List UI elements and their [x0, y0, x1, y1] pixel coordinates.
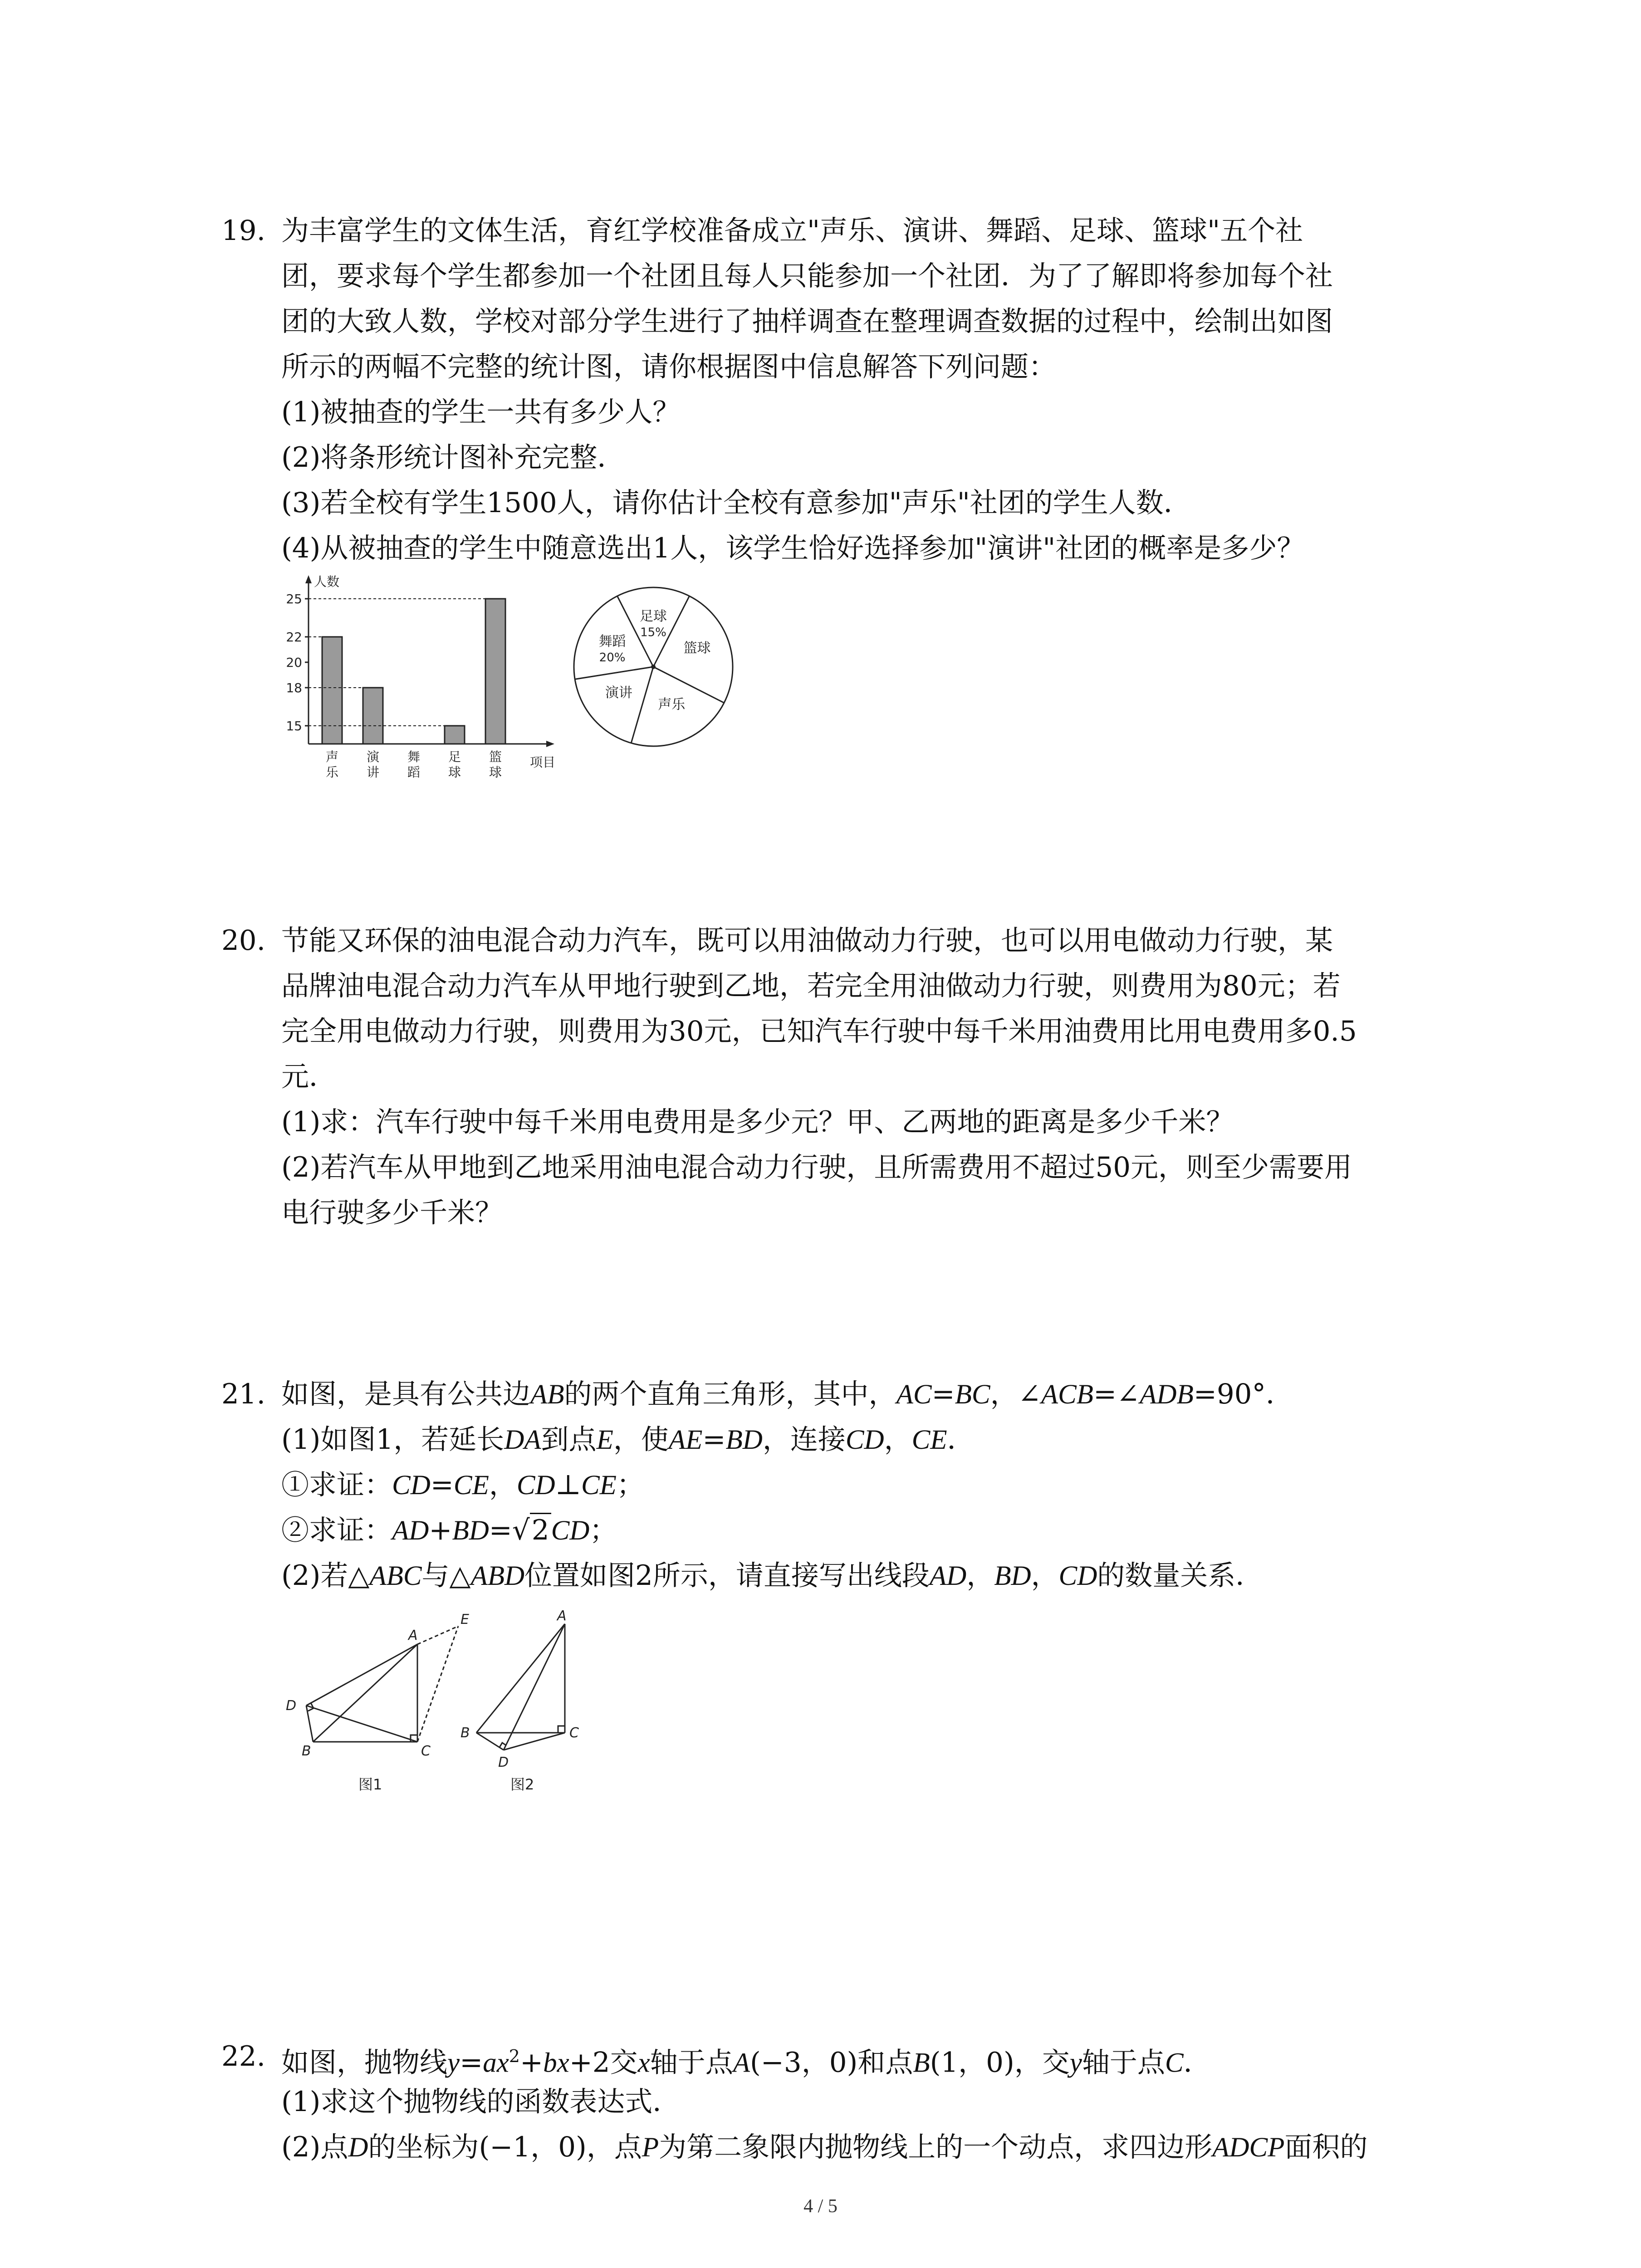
y-axis-label: 人数: [314, 574, 340, 589]
category-label: 舞: [407, 749, 421, 764]
q21-var: AC: [896, 1379, 932, 1410]
figure-1-caption: 图1: [358, 1776, 382, 1793]
q21-var: CE: [911, 1425, 947, 1455]
q22-var: C: [1165, 2048, 1184, 2078]
sqrt-radicand: 2: [530, 1513, 551, 1546]
q22-text: (1，0)，交: [930, 2046, 1070, 2079]
q21-var: ACB: [1041, 1379, 1093, 1410]
q22-text: +: [519, 2046, 544, 2079]
q21-var: ABC: [369, 1561, 422, 1591]
label-C: C: [569, 1725, 579, 1741]
q20-line-7: 电行驶多少千米？: [281, 1197, 503, 1229]
q21-text: ，∠: [990, 1378, 1041, 1410]
y-tick-label: 20: [286, 655, 302, 670]
q21-text: ⊥: [555, 1469, 581, 1501]
figure-2-caption: 图2: [510, 1776, 534, 1793]
q21-var: AD: [929, 1561, 967, 1591]
q22-text: (2)点: [281, 2131, 348, 2163]
q19-number: 19.: [221, 215, 266, 247]
q21-var: BD: [725, 1425, 763, 1455]
q19-line-1: 为丰富学生的文体生活，育红学校准备成立"声乐、演讲、舞蹈、足球、篮球"五个社: [281, 215, 1303, 247]
y-arrow: [305, 575, 312, 583]
q21-var: CE: [453, 1470, 489, 1501]
q21-var: CD: [516, 1470, 555, 1501]
q21-text: ，: [884, 1423, 912, 1456]
segment-BD: [476, 1733, 504, 1750]
q21-text: =90°．: [1193, 1378, 1293, 1410]
q21-line-1: [281, 1380, 1293, 1408]
q21-text: ；: [616, 1469, 644, 1501]
q21-text: ；: [589, 1514, 617, 1546]
category-label: 讲: [366, 765, 380, 780]
q22-text: 为第二象限内抛物线上的一个动点，求四边形: [659, 2131, 1213, 2163]
q22-var: D: [348, 2132, 368, 2163]
pie-slice-label: 演讲: [605, 685, 632, 701]
geometry-figure-2: [449, 1606, 612, 1798]
q21-var: CD: [551, 1515, 590, 1546]
right-angle-C: [558, 1726, 565, 1733]
pie-slice-label: 篮球: [683, 640, 711, 656]
q21-text: ，: [1031, 1559, 1059, 1592]
q21-var: AD: [392, 1515, 429, 1546]
q21-var: ABD: [470, 1561, 525, 1591]
q19-line-3: 团的大致人数，学校对部分学生进行了抽样调查在整理调查数据的过程中，绘制出如图: [281, 305, 1333, 337]
q21-var: CD: [1058, 1561, 1097, 1591]
label-B: B: [460, 1725, 470, 1741]
pie-slice-label: 声乐: [658, 697, 686, 713]
bar-0: [322, 637, 342, 744]
q21-text: ．: [947, 1423, 975, 1456]
q21-var: CD: [845, 1425, 884, 1455]
pie-slice-label: 舞蹈: [598, 633, 626, 650]
segment-DC: [306, 1706, 417, 1742]
x-axis-label: 项目: [530, 755, 556, 770]
q19-line-8: (4)从被抽查的学生中随意选出1人，该学生恰好选择参加"演讲"社团的概率是多少？: [281, 532, 1305, 564]
q22-var: P: [642, 2132, 659, 2163]
q21-var: CD: [392, 1470, 431, 1501]
q22-text: 轴于点: [650, 2046, 733, 2079]
q21-text: =: [430, 1469, 454, 1501]
q21-text: (2)若△: [281, 1559, 370, 1592]
q22-text: +2交: [569, 2046, 638, 2079]
category-label: 演: [366, 749, 380, 764]
label-B: B: [302, 1743, 311, 1759]
q22-exponent: 2: [509, 2046, 520, 2066]
y-tick-label: 22: [286, 630, 302, 645]
q20-line-4: 元．: [281, 1061, 337, 1093]
q21-var: AB: [530, 1379, 564, 1410]
q22-number: 22.: [221, 2040, 266, 2072]
y-tick-label: 25: [286, 591, 302, 606]
q21-line-3: [281, 1471, 644, 1499]
q20-number: 20.: [221, 924, 266, 957]
q22-var: y: [447, 2048, 460, 2078]
q21-text: 到点: [541, 1423, 597, 1456]
category-label: 足: [448, 749, 461, 764]
q21-text: ，: [966, 1559, 994, 1592]
q20-line-6: (2)若汽车从甲地到乙地采用油电混合动力行驶，且所需费用不超过50元，则至少需要用: [281, 1151, 1352, 1183]
q22-text: 的坐标为(−1，0)，点: [368, 2131, 642, 2163]
q22-line-3: [281, 2133, 1367, 2161]
q22-text: 轴于点: [1082, 2046, 1165, 2079]
q22-text: (−3，0)和点: [749, 2046, 913, 2079]
category-label: 声: [325, 749, 339, 764]
q21-text: +: [429, 1514, 452, 1546]
pie-chart: [563, 581, 753, 755]
pie-slice-percent: 20%: [599, 650, 626, 665]
q22-line-2: (1)求这个抛物线的函数表达式．: [281, 2086, 681, 2118]
q21-text: ①求证：: [281, 1469, 392, 1501]
q19-line-6: (2)将条形统计图补充完整．: [281, 441, 625, 474]
q20-line-1: 节能又环保的油电混合动力汽车，既可以用油做动力行驶，也可以用电做动力行驶，某: [281, 924, 1333, 957]
q21-var: BD: [452, 1515, 489, 1546]
q22-text: 如图，抛物线: [281, 2046, 448, 2079]
category-label: 球: [489, 765, 502, 780]
category-label: 蹈: [407, 765, 421, 780]
category-label: 球: [448, 765, 461, 780]
y-tick-label: 15: [286, 719, 302, 733]
q22-var: bx: [543, 2048, 569, 2078]
q21-line-2: [281, 1423, 975, 1456]
pie-center: [651, 665, 656, 669]
q21-text: ，使: [613, 1423, 669, 1456]
q21-text: (1)如图1，若延长: [281, 1423, 505, 1456]
label-C: C: [421, 1743, 431, 1759]
bar-chart: [263, 572, 581, 800]
q21-line-5: [281, 1559, 1264, 1592]
q22-var: A: [733, 2048, 750, 2078]
segment-DC: [504, 1733, 565, 1750]
q21-text: ②求证：: [281, 1514, 392, 1546]
q20-line-3: 完全用电做动力行驶，则费用为30元，已知汽车行驶中每千米用油费用比用电费用多0.5: [281, 1015, 1357, 1047]
category-label: 篮: [489, 749, 502, 764]
q22-var: x: [637, 2048, 650, 2078]
sqrt-sign: √: [512, 1514, 530, 1546]
q21-text: ，: [489, 1469, 517, 1501]
label-D: D: [498, 1755, 509, 1770]
q21-var: BC: [955, 1379, 990, 1410]
q21-var: CE: [581, 1470, 617, 1501]
bar-4: [485, 599, 505, 744]
q21-text: =: [489, 1514, 512, 1546]
q21-text: 与△: [421, 1559, 471, 1592]
q20-line-2: 品牌油电混合动力汽车从甲地行驶到乙地，若完全用油做动力行驶，则费用为80元；若: [281, 970, 1341, 1002]
q22-var: B: [913, 2048, 930, 2078]
label-D: D: [286, 1698, 297, 1714]
q21-text: 的两个直角三角形，其中，: [564, 1378, 896, 1410]
q19-line-2: 团，要求每个学生都参加一个社团且每人只能参加一个社团．为了了解即将参加每个社: [281, 260, 1333, 292]
bar-3: [445, 726, 465, 744]
label-E: E: [460, 1612, 469, 1628]
q22-var: ax: [483, 2048, 509, 2078]
q22-text: 面积的: [1284, 2131, 1368, 2163]
q22-text: =: [460, 2046, 483, 2079]
q21-text: =∠: [1093, 1378, 1140, 1410]
category-label: 乐: [325, 765, 339, 780]
q22-line-1: [281, 2043, 1211, 2077]
q21-number: 21.: [221, 1378, 266, 1410]
x-arrow: [546, 741, 554, 747]
q21-text: ，连接: [762, 1423, 846, 1456]
q19-line-4: 所示的两幅不完整的统计图，请你根据图中信息解答下列问题：: [281, 351, 1057, 383]
q21-line-4: [281, 1516, 617, 1545]
page-number: 4 / 5: [803, 2196, 838, 2217]
q21-text: =: [931, 1378, 955, 1410]
q21-var: DA: [504, 1425, 541, 1455]
q22-var: y: [1069, 2048, 1082, 2078]
q20-line-5: (1)求：汽车行驶中每千米用电费用是多少元？甲、乙两地的距离是多少千米？: [281, 1106, 1234, 1138]
pie-slice-label: 足球: [640, 608, 667, 625]
q22-var: ADCP: [1212, 2132, 1285, 2163]
bar-1: [363, 688, 383, 744]
q19-line-7: (3)若全校有学生1500人，请你估计全校有意参加"声乐"社团的学生人数．: [281, 487, 1191, 519]
q19-line-5: (1)被抽查的学生一共有多少人？: [281, 396, 681, 428]
pie-slice-percent: 15%: [640, 626, 666, 640]
q21-var: BD: [994, 1561, 1031, 1591]
q21-text: 的数量关系．: [1097, 1559, 1264, 1592]
q21-text: =: [702, 1423, 726, 1456]
q21-text: 位置如图2所示，请直接写出线段: [524, 1559, 930, 1592]
y-tick-label: 18: [286, 680, 302, 695]
q22-text: ．: [1183, 2046, 1211, 2079]
q21-text: 如图，是具有公共边: [281, 1378, 531, 1410]
label-A: A: [408, 1628, 418, 1643]
q21-var: E: [596, 1425, 613, 1455]
label-A: A: [557, 1608, 567, 1624]
q21-var: ADB: [1140, 1379, 1194, 1410]
segment-DB: [306, 1706, 313, 1742]
q21-var: AE: [668, 1425, 703, 1455]
